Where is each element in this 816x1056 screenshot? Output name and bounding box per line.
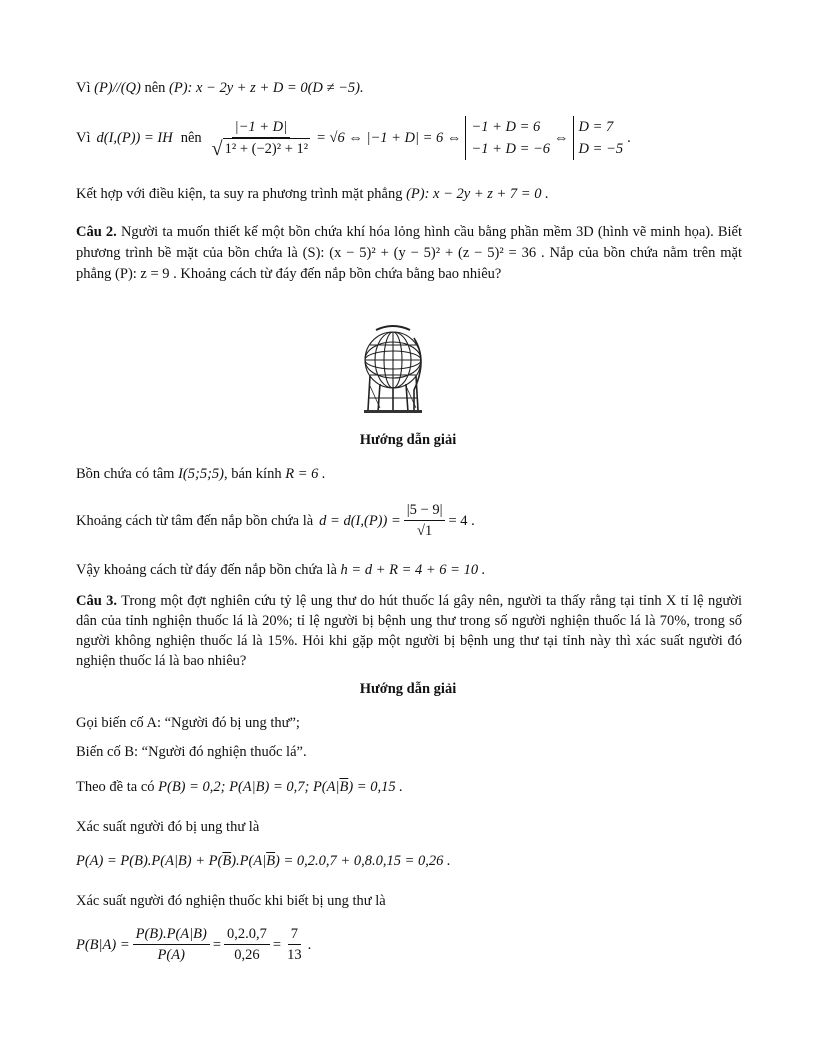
solution-line-1 [76,464,326,484]
math-complement: $\overline{B}$ [339,779,349,795]
math: = √6 ⇔ |−1 + D| = 6 ⇔ [316,130,462,146]
question-3 [76,591,742,671]
case-bracket [465,116,550,160]
text: Kết hợp với điều kiện, ta suy ra phương trình mặt phẳng [76,186,403,202]
math: = [212,936,222,953]
spherical-tank-image [356,320,430,416]
line-3 [76,184,549,204]
solution-line-4: Gọi biến cố A: “Người đó bị ung thư”; [76,715,300,731]
case-1: −1 + D = 6 [471,119,541,135]
numerator: |−1 + D| [232,117,291,138]
text: Vì [76,80,91,96]
math: d(I,(P)) = IH [96,130,173,146]
fraction [404,500,446,541]
denominator [209,138,313,160]
math: (P)//(Q) [94,80,141,96]
solution-line-7: Xác suất người đó bị ung thư là [76,819,260,835]
math: P(B|A) = [76,936,130,953]
text: . [627,130,631,146]
math: ) = 0,15 . [348,779,403,795]
text: Vậy khoảng cách từ đáy đến nắp bồn chứa là [76,562,337,578]
text: Bồn chứa có tâm [76,466,175,482]
fraction [284,924,305,965]
line-2 [76,116,631,160]
denominator: 0,26 [234,947,260,963]
solution-heading-2: Hướng dẫn giải [359,681,457,697]
text: nên [144,80,166,96]
text: Theo đề ta có [76,779,155,795]
case-2: −1 + D = −6 [471,141,551,157]
math: P(A) = P(B).P(A|B) + P( [76,853,223,869]
math-complement: $\overline{B}$ [222,853,232,869]
math: (P): x − 2y + z + 7 = 0 . [406,186,549,202]
denominator: √1 [417,523,433,539]
solution-line-3 [76,560,485,580]
sqrt-symbol: √ [211,137,223,160]
question-2 [76,222,742,285]
denominator: 13 [287,947,302,963]
denominator: P(A) [157,947,185,963]
math: = 4 . [448,512,475,529]
text: nên [180,130,202,146]
math: d = d(I,(P)) = [319,512,401,529]
question-text: Người ta muốn thiết kế một bồn chứa khí hóa lỏng hình cầu bằng phần mềm 3D (hình vẽ minh họa). Biết phương trình bề mặt của bồn chứa là (S): (x − 5)² + (y − 5)² + (z − 5)² = 36 . Nắp của bồn chứa nằm trên mặt phẳng (P): z = 9 . Khoảng cách từ đáy đến nắp bồn chứa bằng bao nhiêu? [76,224,743,282]
solution-line-8 [76,851,451,871]
case-2: D = −5 [578,141,624,157]
fraction [209,117,313,160]
math: = [272,936,282,953]
fraction [133,924,210,965]
math: P(B) = 0,2; P(A|B) = 0,7; P(A| [158,779,340,795]
question-label: Câu 2. [76,224,117,240]
text: Vì [76,130,91,146]
text: Khoảng cách từ tâm đến nắp bồn chứa là [76,512,314,529]
fraction [224,924,270,965]
math: I(5;5;5) [178,466,224,482]
solution-line-5: Biến cố B: “Người đó nghiện thuốc lá”. [76,744,307,760]
solution-line-9: Xác suất người đó nghiện thuốc khi biết bị ung thư là [76,893,386,909]
numerator: 7 [288,924,301,945]
question-label: Câu 3. [76,593,118,609]
line-1 [76,78,364,98]
math: ⇔ [554,130,569,146]
text: . [307,936,312,953]
numerator: |5 − 9| [404,500,446,521]
case-bracket [573,116,624,160]
radicand: 1² + (−2)² + 1² [223,138,310,160]
math: h = d + R = 4 + 6 = 10 . [340,562,486,578]
math: ).P(A| [231,853,267,869]
math: R = 6 . [285,466,326,482]
math-complement: $\overline{B}$ [266,853,276,869]
case-1: D = 7 [578,119,614,135]
math: (P): x − 2y + z + D = 0(D ≠ −5). [169,80,364,96]
text: , bán kính [224,466,282,482]
numerator: 0,2.0,7 [224,924,270,945]
numerator: P(B).P(A|B) [133,924,210,945]
solution-heading-1: Hướng dẫn giải [359,432,457,448]
question-text: Trong một đợt nghiên cứu tỷ lệ ung thư do hút thuốc lá gây nên, người ta thấy rằng tại tỉnh X tỉ lệ người dân của tỉnh nghiện thuốc lá là 20%; tỉ lệ người bị bệnh ung thư trong số người nghiện thuốc lá là 70%, trong số người không nghiện thuốc lá là 15%. Hỏi khi gặp một người bị bệnh ung thư tại tỉnh này thì xác suất người đó nghiện thuốc lá là bao nhiêu? [76,593,742,669]
solution-line-10 [76,924,311,965]
solution-line-2 [76,500,475,541]
math: ) = 0,2.0,7 + 0,8.0,15 = 0,26 . [275,853,451,869]
solution-line-6 [76,777,403,797]
